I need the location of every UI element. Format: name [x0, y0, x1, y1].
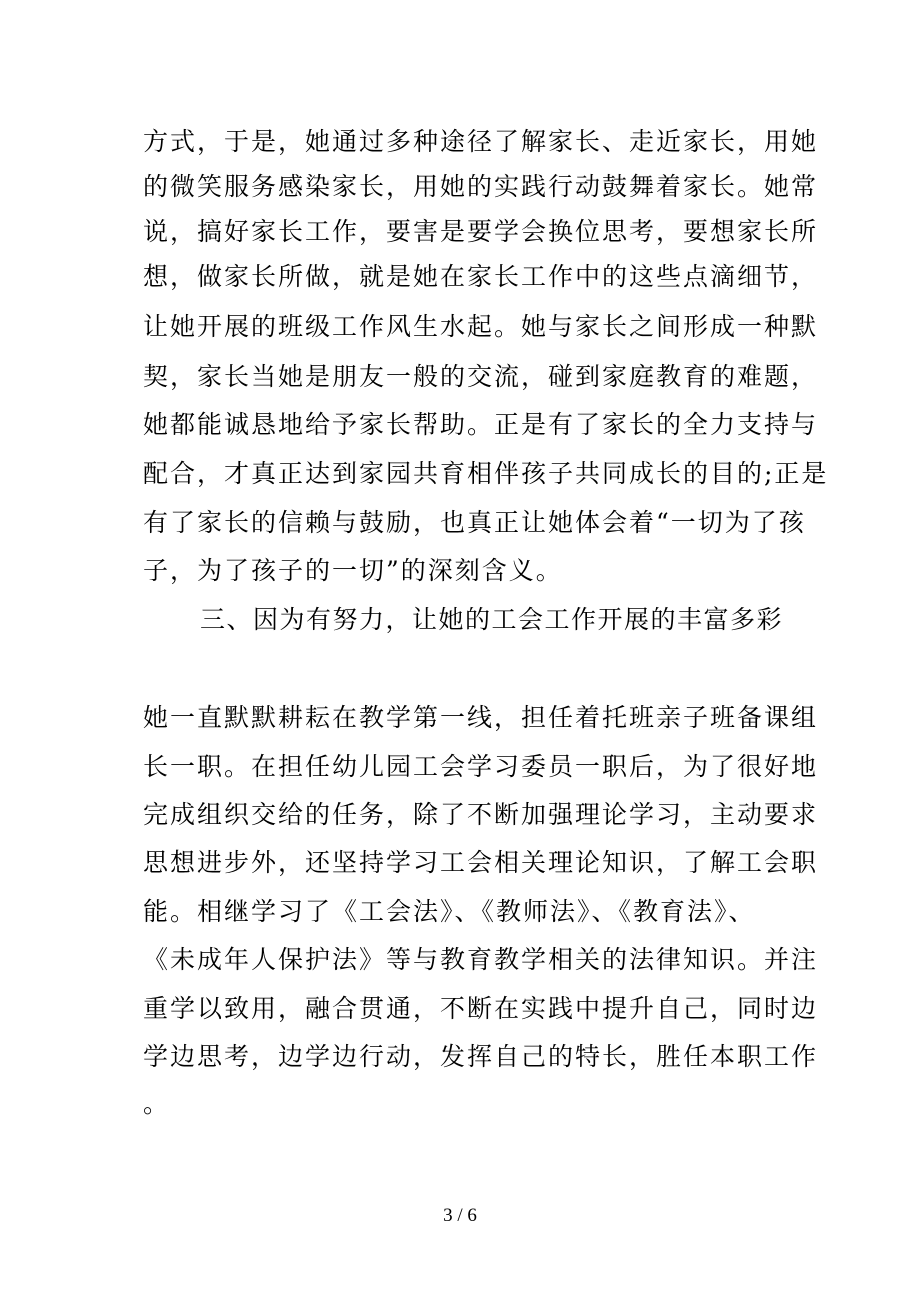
text-line: 契，家长当她是朋友一般的交流，碰到家庭教育的难题， [143, 362, 819, 391]
text-line: 有了家长的信赖与鼓励，也真正让她体会着“一切为了孩 [143, 508, 806, 537]
text-line: 子，为了孩子的一切”的深刻含义。 [143, 556, 563, 585]
text-line: 长一职。在担任幼儿园工会学习委员一职后，为了很好地 [143, 752, 819, 781]
text-line: 重学以致用，融合贯通，不断在实践中提升自己，同时边 [143, 994, 819, 1023]
text-line: 思想进步外，还坚持学习工会相关理论知识，了解工会职 [143, 848, 819, 877]
text-line: 能。相继学习了《工会法》、《教师法》、《教育法》、 [143, 897, 756, 926]
text-line: 学边思考，边学边行动，发挥自己的特长，胜任本职工作 [143, 1042, 819, 1071]
text-line: 说，搞好家长工作，要害是要学会换位思考，要想家长所 [143, 217, 819, 246]
text-line: 的微笑服务感染家长，用她的实践行动鼓舞着家长。她常 [143, 172, 819, 201]
section-heading: 三、因为有努力，让她的工会工作开展的丰富多彩 [200, 605, 784, 634]
text-line: 让她开展的班级工作风生水起。她与家长之间形成一种默 [143, 312, 819, 341]
page-number: 3 / 6 [443, 1205, 477, 1226]
text-line: 想，做家长所做，就是她在家长工作中的这些点滴细节， [143, 262, 819, 291]
text-line: 。 [143, 1089, 171, 1118]
text-line: 她一直默默耕耘在教学第一线，担任着托班亲子班备课组 [143, 703, 819, 732]
text-line: 完成组织交给的任务，除了不断加强理论学习，主动要求 [143, 800, 819, 829]
text-line: 她都能诚恳地给予家长帮助。正是有了家长的全力支持与 [143, 410, 819, 439]
text-line: 《未成年人保护法》等与教育教学相关的法律知识。并注 [143, 945, 819, 974]
text-line: 配合，才真正达到家园共育相伴孩子共同成长的目的;正是 [143, 459, 829, 488]
text-line: 方式，于是，她通过多种途径了解家长、走近家长，用她 [143, 127, 819, 156]
